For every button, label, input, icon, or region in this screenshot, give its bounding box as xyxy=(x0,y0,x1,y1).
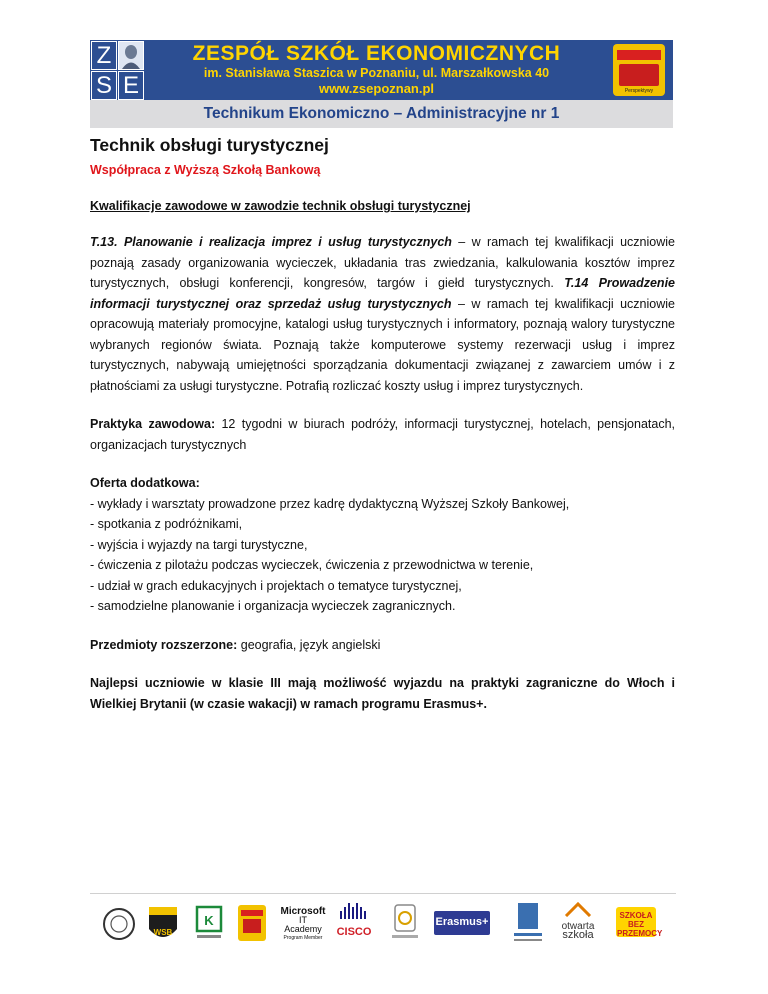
qualification-t14-text: – w ramach tej kwalifikacji uczniowie opracowują materiały promocyjne, katalogi usług turystycznych i informatory, poznają walory turystyczne wybranych regionów świata. Poznają także komputerowe systemy rezerwacji usług i imprez turystycznych, nabywają umiejętności sporządzania dokumentacji związanej z zawarciem umów i z płatnościami za usługi turystyczne. Potrafią rozliczać koszty usług i imprez turystycznych. xyxy=(90,296,675,393)
logo-letter-z: Z xyxy=(91,41,117,70)
microsoft-it-academy-logo xyxy=(280,901,326,947)
zse-logo xyxy=(90,40,145,100)
practice-label: Praktyka zawodowa: xyxy=(90,417,216,431)
patron-portrait xyxy=(118,41,144,70)
wsb-label: WSB xyxy=(153,928,173,937)
erasmus-logo xyxy=(432,901,492,947)
school-type-bar xyxy=(90,100,673,128)
school-type: Technikum Ekonomiczno – Administracyjne nr 1 xyxy=(203,105,560,122)
qualification-t14-title: T.14 Prowadzenie informacji turystycznej oraz sprzedaż usług turystycznych xyxy=(90,276,675,311)
svg-text:K: K xyxy=(204,913,214,928)
list-item: - udział w grach edukacyjnych i projektach o tematyce turystycznej, xyxy=(90,578,462,593)
list-item: - wyjścia i wyjazdy na targi turystyczne, xyxy=(90,537,308,552)
school-name: ZESPÓŁ SZKÓŁ EKONOMICZNYCH xyxy=(192,42,561,65)
qualifications-paragraph xyxy=(90,232,675,396)
subjects-label: Przedmioty rozszerzone: xyxy=(90,637,238,652)
list-item: - wykłady i warsztaty prowadzone przez kadrę dydaktyczną Wyższej Szkoły Bankowej, xyxy=(90,496,570,511)
cisco-logo xyxy=(336,901,372,947)
offer-section xyxy=(90,473,675,617)
microsoft-label: Microsoft xyxy=(280,906,326,917)
page-title: Technik obsługi turystycznej xyxy=(90,135,329,155)
szkola-przedsiebiorczosci-logo xyxy=(506,901,550,947)
szkola-bez-przemocy-label: SZKOŁA BEZ PRZEMOCY xyxy=(617,911,663,938)
ranking-badge-label: Perspektywy xyxy=(624,88,654,94)
school-website[interactable]: www.zsepoznan.pl xyxy=(318,81,435,96)
document-body xyxy=(90,134,675,714)
qualification-t13-text: – w ramach tej kwalifikacji uczniowie poznają zasady organizowania wycieczek, układania tras zwiedzania, kalkulowania kosztów imprez turystycznych, obsługi konferencji, kongresów, targów i giełd turystycznych. xyxy=(90,235,675,290)
logo-letter-e: E xyxy=(118,71,144,100)
szkola-label: szkoła xyxy=(562,929,594,941)
otwarta-szkola-logo xyxy=(560,901,596,947)
qualifications-heading: Kwalifikacje zawodowe w zawodzie technik obsługi turystycznej xyxy=(90,199,471,213)
qualification-t13-title: T.13. Planowanie i realizacja imprez i usług turystycznych xyxy=(90,235,452,249)
university-seal-logo xyxy=(102,901,136,947)
ranking-badge xyxy=(613,44,665,96)
list-item: - spotkania z podróżnikami, xyxy=(90,517,243,531)
szkola-bez-przemocy-logo xyxy=(614,901,663,947)
wsb-logo xyxy=(146,901,180,947)
perspektywy-badge-logo xyxy=(236,901,268,947)
list-item: - samodzielne planowanie i organizacja wycieczek zagranicznych. xyxy=(90,599,456,613)
partner-logos xyxy=(102,901,672,947)
it-academy-label: IT Academy xyxy=(284,915,322,934)
practice-text: 12 tygodni w biurach podróży, informacji turystycznej, hotelach, pensjonatach, organizacjach turystycznych xyxy=(90,417,676,452)
offer-heading: Oferta dodatkowa: xyxy=(90,476,200,490)
program-member-label: Program Member xyxy=(283,935,323,941)
subjects-text: geografia, język angielski xyxy=(237,637,381,652)
quality-school-logo xyxy=(388,901,422,947)
header-banner xyxy=(90,40,673,100)
footer-divider xyxy=(90,893,676,894)
partnership-note: Współpraca z Wyższą Szkołą Bankową xyxy=(90,163,321,177)
school-address: im. Stanisława Staszica w Poznaniu, ul. Marszałkowska 40 xyxy=(203,66,550,80)
logo-letter-s: S xyxy=(91,71,117,100)
otwarta-label: otwarta xyxy=(561,921,595,932)
list-item: - ćwiczenia z pilotażu podczas wycieczek, ćwiczenia z przewodnictwa w terenie, xyxy=(90,558,534,572)
best-students-paragraph: Najlepsi uczniowie w klasie III mają możliwość wyjazdu na praktyki zagraniczne do Włoch i Wielkiej Brytanii (w czasie wakacji) w ramach programu Erasmus+. xyxy=(90,676,675,711)
practice-paragraph xyxy=(90,414,675,455)
cisco-label: CISCO xyxy=(336,926,372,938)
erasmus-label: Erasmus+ xyxy=(435,916,489,928)
ks-logo xyxy=(194,901,224,947)
subjects-paragraph xyxy=(90,635,675,656)
